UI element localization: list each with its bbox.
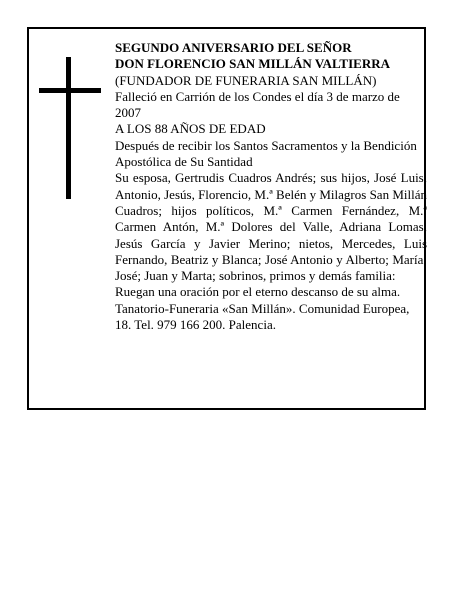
cross-vertical-bar bbox=[66, 57, 71, 199]
obituary-notice bbox=[27, 27, 426, 410]
family-list: Su esposa, Gertrudis Cuadros Andrés; sus hijos, José Luis, Antonio, Jesús, Florencio, M.ª Belén y Milagros San Millán Cuadros; hijos políticos, M.ª Carmen Fernández, M.ª Carmen Antón, M.ª Dolores del Valle, Adriana Lomas, Jesús García y Javier Merino; nietos, Mercedes, Luis Fernando, Beatriz y Blanca; José Antonio y Alberto; María; José; Juan y Marta; sobrinos, primos y demás familia: bbox=[115, 170, 427, 284]
heading-line-1: SEGUNDO ANIVERSARIO DEL SEÑOR bbox=[115, 40, 352, 55]
prayer-line: Ruegan una oración por el eterno descanso de su alma. bbox=[115, 284, 401, 300]
age-line: A LOS 88 AÑOS DE EDAD bbox=[115, 121, 266, 137]
notice-text bbox=[115, 40, 427, 333]
funeral-home-info: Tanatorio-Funeraria «San Millán». Comunidad Europea, 18. Tel. 979 166 200. Palencia. bbox=[115, 300, 410, 333]
death-info: Falleció en Carrión de los Condes el día 3 de marzo de 2007 bbox=[115, 88, 400, 121]
cross-horizontal-bar bbox=[39, 88, 101, 93]
cross-icon bbox=[39, 57, 101, 199]
sacraments-line: Después de recibir los Santos Sacramentos y la Bendición Apostólica de Su Santidad bbox=[115, 137, 417, 170]
heading-line-2: DON FLORENCIO SAN MILLÁN VALTIERRA bbox=[115, 56, 390, 72]
founder-note: (FUNDADOR DE FUNERARIA SAN MILLÁN) bbox=[115, 72, 377, 88]
